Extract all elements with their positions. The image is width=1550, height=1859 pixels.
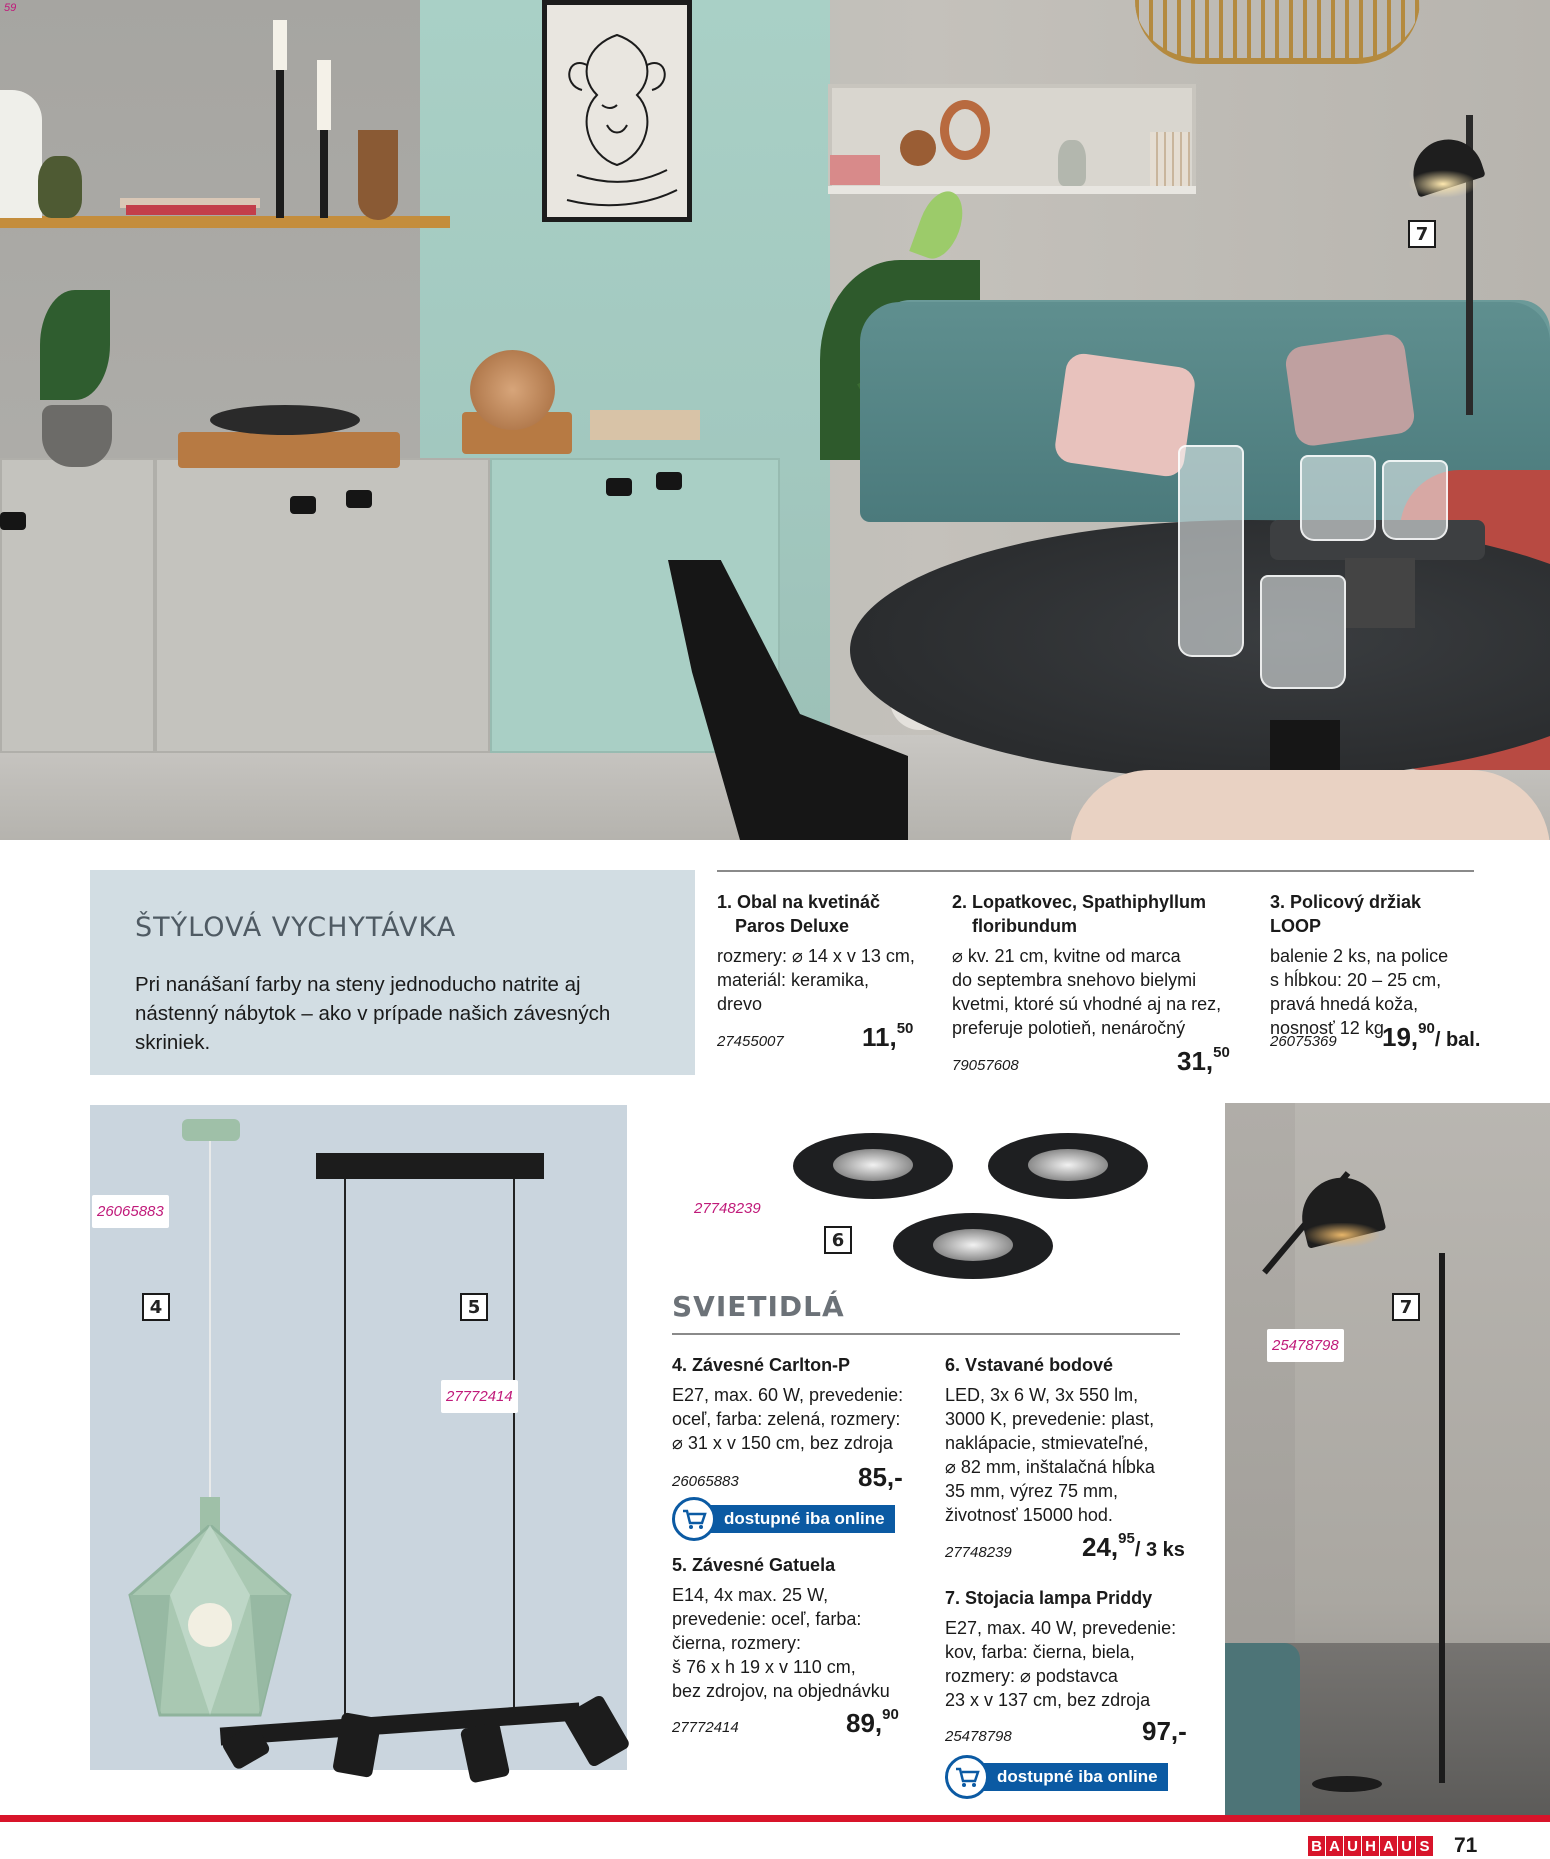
price-main: 19, xyxy=(1382,1022,1419,1052)
online-only-button[interactable] xyxy=(672,1497,895,1541)
product-spec: 3000 K, prevedenie: plast, xyxy=(945,1409,1155,1429)
product-code: 26075369 xyxy=(1270,1033,1337,1050)
green-vase xyxy=(38,156,82,218)
product-title: 7. Stojacia lampa Priddy xyxy=(945,1588,1153,1608)
candle xyxy=(273,20,287,70)
price xyxy=(1382,1022,1480,1053)
floor-lamp-photo xyxy=(1225,1103,1550,1815)
product-title: 1. Obal na kvetináč xyxy=(717,892,881,912)
suspension-cable xyxy=(344,1179,346,1719)
product-spec: 35 mm, výrez 75 mm, xyxy=(945,1481,1119,1501)
copper-plate xyxy=(470,350,555,430)
price xyxy=(862,1022,913,1053)
price-unit: / 3 ks xyxy=(1134,1539,1185,1561)
pink-pillow xyxy=(1053,351,1197,478)
product-spec: s hĺbkou: 20 – 25 cm, xyxy=(1270,970,1442,990)
product-spec: rozmery: ⌀ 14 x v 13 cm, xyxy=(717,946,915,966)
price-main: 89, xyxy=(846,1708,883,1738)
price-cents: - xyxy=(1178,1716,1187,1746)
product-code-tag: 25478798 xyxy=(1267,1329,1344,1362)
pendant-lamps-photo xyxy=(90,1105,627,1770)
tray-stand xyxy=(1345,558,1415,628)
candle xyxy=(317,60,331,130)
box-decor xyxy=(830,155,880,185)
product-spec: š 76 x h 19 x v 110 cm, xyxy=(672,1657,856,1677)
product-spec: oceľ, farba: zelená, rozmery: xyxy=(672,1409,901,1429)
product-badge: 7 xyxy=(1392,1293,1420,1321)
drinking-glass xyxy=(1300,455,1376,541)
product-spec: E27, max. 40 W, prevedenie: xyxy=(945,1618,1177,1638)
divider-line xyxy=(672,1333,1180,1335)
tip-text: Pri nanášaní farby na steny jednoducho natrite aj nástenný nábytok – ako v prípade našich závesných skriniek. xyxy=(135,973,611,1054)
edge-mark: 59 xyxy=(4,2,17,14)
product-spec: kov, farba: čierna, biela, xyxy=(945,1642,1135,1662)
pendant-cord xyxy=(209,1141,211,1501)
cabinet-handle xyxy=(656,472,682,490)
product-spec: ⌀ kv. 21 cm, kvitne od marca xyxy=(952,946,1181,966)
ceiling-bar xyxy=(316,1153,544,1179)
ceiling-canopy xyxy=(182,1119,240,1141)
recessed-spotlight xyxy=(793,1133,953,1199)
wooden-ball-decor xyxy=(900,130,936,166)
product-spec: ⌀ 31 x v 150 cm, bez zdroja xyxy=(672,1433,893,1453)
price-main: 24, xyxy=(1082,1532,1119,1562)
recessed-spotlight xyxy=(988,1133,1148,1199)
product-title: 3. Policový držiak LOOP xyxy=(1270,892,1422,936)
lamp-glow xyxy=(1408,170,1478,198)
tip-title: ŠTÝLOVÁ VYCHYTÁVKA xyxy=(135,912,457,943)
product-spec: prevedenie: oceľ, farba: xyxy=(672,1609,862,1629)
cabinet-handle xyxy=(0,512,26,530)
bauhaus-logo: B A U H A U S xyxy=(1308,1836,1434,1856)
green-geometric-pendant xyxy=(120,1525,300,1735)
drinking-glass xyxy=(1382,460,1448,540)
product-code: 27748239 xyxy=(945,1544,1012,1561)
plant-pot xyxy=(42,405,112,467)
spotlight xyxy=(460,1721,511,1783)
price-cents: 90 xyxy=(882,1706,899,1723)
product-spec: životnosť 15000 hod. xyxy=(945,1505,1113,1525)
product-badge: 5 xyxy=(460,1293,488,1321)
price-main: 11, xyxy=(862,1022,897,1052)
product-spec: preferuje polotieň, nenáročný xyxy=(952,1018,1186,1038)
white-vase xyxy=(0,90,42,218)
product-spec: E27, max. 60 W, prevedenie: xyxy=(672,1385,904,1405)
product-spec: naklápacie, stmievateľné, xyxy=(945,1433,1149,1453)
product-code-tag: 27748239 xyxy=(694,1200,761,1217)
framed-line-art xyxy=(542,0,692,222)
section-title: SVIETIDLÁ xyxy=(672,1290,845,1323)
book xyxy=(126,205,256,215)
price-cents: 50 xyxy=(896,1020,914,1037)
black-plates xyxy=(210,405,360,435)
lamp-pole xyxy=(1439,1253,1445,1783)
price xyxy=(1082,1532,1185,1563)
product-card xyxy=(1270,890,1475,1040)
plant xyxy=(40,290,110,400)
wooden-ring-decor xyxy=(940,100,990,160)
product-spec: LED, 3x 6 W, 3x 550 lm, xyxy=(945,1385,1139,1405)
leather-shelf-holder xyxy=(358,130,398,220)
product-title: floribundum xyxy=(972,916,1077,936)
divider-line xyxy=(717,870,1474,872)
lamp-glow xyxy=(1305,1223,1379,1247)
lamp-base xyxy=(1312,1776,1382,1792)
price xyxy=(1142,1716,1187,1747)
product-spec: kvetmi, ktoré sú vhodné aj na rez, xyxy=(952,994,1222,1014)
product-card xyxy=(952,890,1232,1040)
footer-red-line xyxy=(0,1815,1550,1822)
mauve-pillow xyxy=(1284,332,1417,448)
product-title: 4. Závesné Carlton-P xyxy=(672,1355,851,1375)
product-code: 27772414 xyxy=(672,1719,739,1736)
price-cents: 95 xyxy=(1118,1530,1135,1547)
recessed-spotlight xyxy=(893,1213,1053,1279)
product-title: 2. Lopatkovec, Spathiphyllum xyxy=(952,892,1207,912)
product-card xyxy=(717,890,922,1016)
product-code-tag: 26065883 xyxy=(92,1195,169,1228)
product-code: 27455007 xyxy=(717,1033,784,1050)
price xyxy=(858,1462,903,1493)
glass-carafe xyxy=(1178,445,1244,657)
wall-niche xyxy=(828,84,1196,194)
product-code: 25478798 xyxy=(945,1728,1012,1745)
price xyxy=(1177,1046,1230,1077)
price-main: 97, xyxy=(1142,1716,1179,1746)
niche-shelf xyxy=(828,186,1196,194)
online-only-label: dostupné iba online xyxy=(710,1505,895,1533)
price-cents: - xyxy=(894,1462,903,1492)
product-card xyxy=(945,1353,1185,1527)
product-code: 26065883 xyxy=(672,1473,739,1490)
product-code: 79057608 xyxy=(952,1057,1019,1074)
drinking-glass xyxy=(1260,575,1346,689)
price xyxy=(846,1708,899,1739)
product-spec: bez zdrojov, na objednávku xyxy=(672,1681,890,1701)
product-card xyxy=(672,1553,922,1703)
price-unit: / bal. xyxy=(1434,1029,1481,1051)
product-spec: nosnosť 12 kg xyxy=(1270,1018,1384,1038)
cabinet-handle xyxy=(606,478,632,496)
product-spec: čierna, rozmery: xyxy=(672,1633,802,1653)
price-cents: 90 xyxy=(1418,1020,1435,1037)
suspension-cable xyxy=(513,1179,515,1719)
wooden-tray xyxy=(178,432,400,468)
product-title: 6. Vstavané bodové xyxy=(945,1355,1114,1375)
price-main: 31, xyxy=(1177,1046,1214,1076)
product-badge: 4 xyxy=(142,1293,170,1321)
product-spec: balenie 2 ks, na police xyxy=(1270,946,1449,966)
beige-chair xyxy=(1070,770,1550,840)
online-only-label: dostupné iba online xyxy=(983,1763,1168,1791)
price-main: 85, xyxy=(858,1462,895,1492)
product-spec: rozmery: ⌀ podstavca xyxy=(945,1666,1118,1686)
product-spec: materiál: keramika, xyxy=(717,970,870,990)
teal-sofa-edge xyxy=(1225,1643,1300,1815)
product-spec: drevo xyxy=(717,994,763,1014)
wall-cabinet xyxy=(155,458,490,753)
product-card xyxy=(672,1353,922,1455)
cabinet-handle xyxy=(346,490,372,508)
online-only-button[interactable] xyxy=(945,1755,1168,1799)
product-badge: 6 xyxy=(824,1226,852,1254)
product-spec: ⌀ 82 mm, inštalačná hĺbka xyxy=(945,1457,1155,1477)
cart-icon xyxy=(945,1755,989,1799)
candle-holder xyxy=(276,70,284,218)
product-spec: 23 x v 137 cm, bez zdroja xyxy=(945,1690,1151,1710)
price-cents: 50 xyxy=(1213,1044,1230,1061)
page-number: 71 xyxy=(1454,1834,1478,1857)
product-spec: pravá hnedá koža, xyxy=(1270,994,1419,1014)
product-badge: 7 xyxy=(1408,220,1436,248)
product-card xyxy=(945,1586,1185,1712)
books xyxy=(1150,132,1190,186)
wall-cabinet xyxy=(0,458,155,753)
product-code-tag: 27772414 xyxy=(441,1380,518,1413)
rattan-pendant-lamp xyxy=(1135,0,1420,64)
vase xyxy=(1058,140,1086,186)
book-stack xyxy=(590,410,700,440)
cart-icon xyxy=(672,1497,716,1541)
product-spec: E14, 4x max. 25 W, xyxy=(672,1585,829,1605)
leaf xyxy=(909,185,971,264)
candle-holder xyxy=(320,130,328,218)
product-title: Paros Deluxe xyxy=(735,916,850,936)
hero-room-photo xyxy=(0,0,1550,840)
cabinet-handle xyxy=(290,496,316,514)
product-spec: do septembra snehovo bielymi xyxy=(952,970,1197,990)
product-title: 5. Závesné Gatuela xyxy=(672,1555,836,1575)
